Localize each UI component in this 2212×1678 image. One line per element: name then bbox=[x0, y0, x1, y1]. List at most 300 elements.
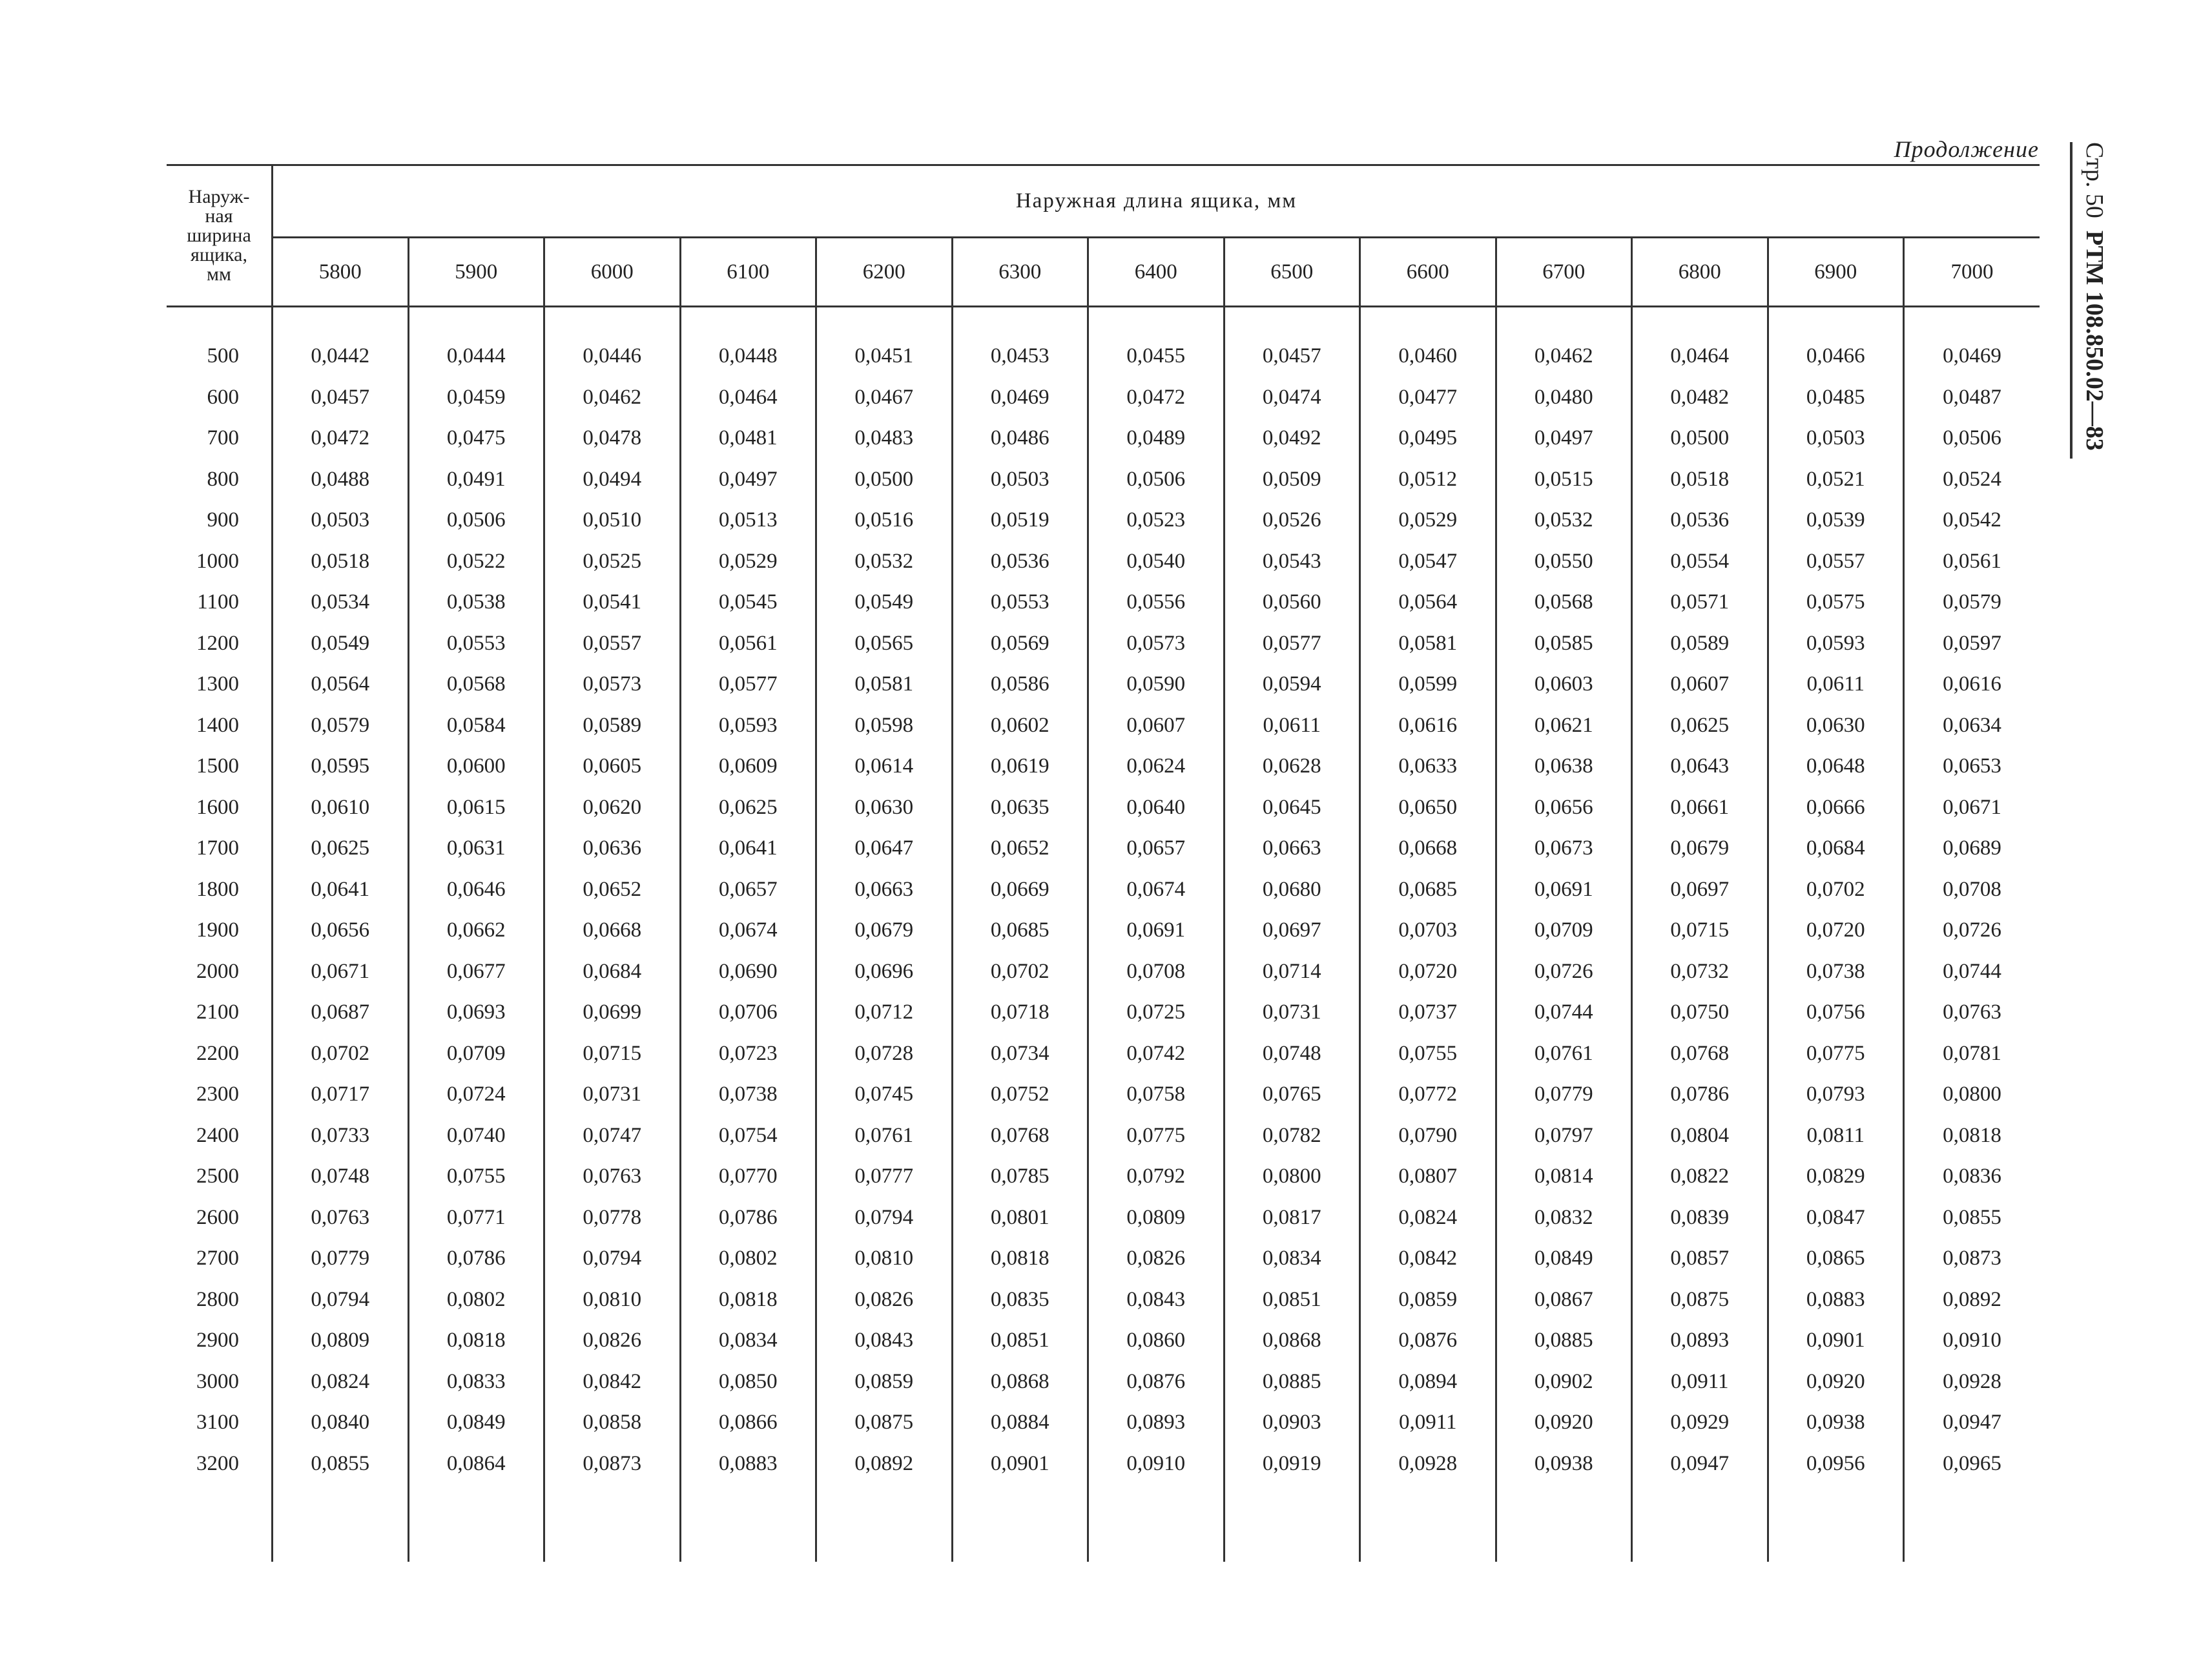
value-cell: 0,0911 bbox=[1632, 1362, 1768, 1403]
value-cell: 0,0536 bbox=[1632, 500, 1768, 541]
value-cell: 0,0742 bbox=[1088, 1033, 1225, 1075]
value-cell: 0,0731 bbox=[1224, 992, 1360, 1033]
row-width-cell: 2200 bbox=[167, 1033, 273, 1075]
value-cell: 0,0876 bbox=[1088, 1362, 1225, 1403]
value-cell: 0,0542 bbox=[1943, 508, 2001, 532]
value-cell: 0,0868 bbox=[1224, 1320, 1360, 1362]
value-cell: 0,0509 bbox=[1224, 459, 1360, 501]
value-cell: 0,0708 bbox=[1088, 951, 1225, 993]
table-row bbox=[167, 787, 2040, 829]
value-cell: 0,0497 bbox=[680, 459, 816, 501]
row-width-cell: 700 bbox=[167, 418, 273, 459]
value-cell: 0,0485 bbox=[1768, 377, 1904, 419]
value-cell: 0,0460 bbox=[1360, 336, 1496, 377]
column-header: 6700 bbox=[1496, 238, 1632, 307]
value-cell: 0,0532 bbox=[1496, 500, 1632, 541]
value-cell: 0,0495 bbox=[1360, 418, 1496, 459]
side-page-label bbox=[2070, 142, 2109, 465]
value-cell: 0,0521 bbox=[1768, 459, 1904, 501]
value-cell: 0,0718 bbox=[952, 992, 1088, 1033]
value-cell: 0,0826 bbox=[1088, 1238, 1225, 1279]
value-cell: 0,0755 bbox=[1360, 1033, 1496, 1075]
value-cell: 0,0550 bbox=[1496, 541, 1632, 583]
value-cell: 0,0645 bbox=[1224, 787, 1360, 829]
table-row bbox=[167, 582, 2040, 623]
table-row bbox=[167, 1074, 2040, 1115]
value-cell: 0,0475 bbox=[408, 418, 544, 459]
value-cell: 0,0561 bbox=[1943, 549, 2001, 573]
value-cell: 0,0768 bbox=[952, 1115, 1088, 1157]
value-cell: 0,0630 bbox=[816, 787, 953, 829]
value-cell: 0,0689 bbox=[1943, 836, 2001, 860]
value-cell: 0,0595 bbox=[273, 746, 409, 787]
value-cell: 0,0662 bbox=[408, 910, 544, 951]
value-cell: 0,0920 bbox=[1496, 1402, 1632, 1444]
value-cell: 0,0503 bbox=[1768, 418, 1904, 459]
value-cell: 0,0451 bbox=[816, 336, 953, 377]
value-cell: 0,0750 bbox=[1632, 992, 1768, 1033]
value-cell: 0,0524 bbox=[1943, 467, 2001, 491]
value-cell: 0,0603 bbox=[1496, 664, 1632, 705]
value-cell: 0,0512 bbox=[1360, 459, 1496, 501]
value-cell: 0,0497 bbox=[1496, 418, 1632, 459]
value-cell: 0,0885 bbox=[1496, 1320, 1632, 1362]
value-cell: 0,0585 bbox=[1496, 623, 1632, 665]
value-cell: 0,0748 bbox=[273, 1156, 409, 1197]
value-cell: 0,0702 bbox=[273, 1033, 409, 1075]
value-cell: 0,0488 bbox=[273, 459, 409, 501]
value-cell: 0,0680 bbox=[1224, 869, 1360, 911]
value-cell: 0,0621 bbox=[1496, 705, 1632, 747]
value-cell: 0,0885 bbox=[1224, 1362, 1360, 1403]
value-cell: 0,0500 bbox=[1632, 418, 1768, 459]
value-cell: 0,0625 bbox=[273, 828, 409, 869]
value-cell: 0,0779 bbox=[273, 1238, 409, 1279]
value-cell: 0,0448 bbox=[680, 336, 816, 377]
row-width-cell: 500 bbox=[167, 336, 273, 377]
value-cell: 0,0893 bbox=[1088, 1402, 1225, 1444]
value-cell: 0,0656 bbox=[273, 910, 409, 951]
row-width-cell: 600 bbox=[167, 377, 273, 419]
value-cell: 0,0491 bbox=[408, 459, 544, 501]
value-cell: 0,0462 bbox=[544, 377, 681, 419]
row-width-cell: 1300 bbox=[167, 664, 273, 705]
value-cell: 0,0646 bbox=[408, 869, 544, 911]
value-cell: 0,0738 bbox=[680, 1074, 816, 1115]
value-cell: 0,0515 bbox=[1496, 459, 1632, 501]
value-cell: 0,0691 bbox=[1496, 869, 1632, 911]
value-cell: 0,0850 bbox=[680, 1362, 816, 1403]
value-cell: 0,0709 bbox=[408, 1033, 544, 1075]
row-header-line: ная bbox=[205, 205, 233, 227]
value-cell: 0,0638 bbox=[1496, 746, 1632, 787]
value-cell: 0,0593 bbox=[680, 705, 816, 747]
row-width-cell: 3000 bbox=[167, 1362, 273, 1403]
value-cell: 0,0697 bbox=[1224, 910, 1360, 951]
value-cell: 0,0910 bbox=[1088, 1444, 1225, 1485]
value-cell: 0,0616 bbox=[1943, 672, 2001, 696]
value-cell: 0,0526 bbox=[1224, 500, 1360, 541]
row-width-cell: 2000 bbox=[167, 951, 273, 993]
value-cell: 0,0842 bbox=[1360, 1238, 1496, 1279]
value-cell: 0,0625 bbox=[1632, 705, 1768, 747]
value-cell: 0,0800 bbox=[1943, 1082, 2001, 1106]
row-width-cell: 1400 bbox=[167, 705, 273, 747]
table-row bbox=[167, 1279, 2040, 1321]
value-cell: 0,0462 bbox=[1496, 336, 1632, 377]
value-cell: 0,0568 bbox=[408, 664, 544, 705]
table-body bbox=[167, 307, 2040, 1562]
value-cell: 0,0620 bbox=[544, 787, 681, 829]
value-cell: 0,0523 bbox=[1088, 500, 1225, 541]
value-cell: 0,0715 bbox=[1632, 910, 1768, 951]
value-cell: 0,0763 bbox=[273, 1197, 409, 1239]
value-cell: 0,0855 bbox=[273, 1444, 409, 1485]
table-row bbox=[167, 1362, 2040, 1403]
table-row bbox=[167, 377, 2040, 419]
value-cell: 0,0478 bbox=[544, 418, 681, 459]
value-cell: 0,0589 bbox=[544, 705, 681, 747]
value-cell: 0,0785 bbox=[952, 1156, 1088, 1197]
value-cell: 0,0947 bbox=[1943, 1411, 2001, 1435]
value-cell: 0,0534 bbox=[273, 582, 409, 623]
value-cell: 0,0851 bbox=[952, 1320, 1088, 1362]
table-row bbox=[167, 623, 2040, 665]
value-cell: 0,0539 bbox=[1768, 500, 1904, 541]
value-cell: 0,0849 bbox=[408, 1402, 544, 1444]
value-cell: 0,0579 bbox=[1943, 590, 2001, 614]
value-cell: 0,0657 bbox=[1088, 828, 1225, 869]
value-cell: 0,0532 bbox=[816, 541, 953, 583]
value-cell: 0,0781 bbox=[1943, 1041, 2001, 1065]
value-cell: 0,0777 bbox=[816, 1156, 953, 1197]
value-cell: 0,0481 bbox=[680, 418, 816, 459]
table-row bbox=[167, 1197, 2040, 1239]
value-cell: 0,0839 bbox=[1632, 1197, 1768, 1239]
value-cell: 0,0920 bbox=[1768, 1362, 1904, 1403]
value-cell: 0,0640 bbox=[1088, 787, 1225, 829]
value-cell: 0,0697 bbox=[1632, 869, 1768, 911]
tail-row bbox=[167, 1484, 2040, 1562]
value-cell: 0,0648 bbox=[1768, 746, 1904, 787]
value-cell: 0,0691 bbox=[1088, 910, 1225, 951]
table-row bbox=[167, 541, 2040, 583]
table-row bbox=[167, 828, 2040, 869]
value-cell: 0,0457 bbox=[1224, 336, 1360, 377]
value-cell: 0,0826 bbox=[816, 1279, 953, 1321]
value-cell: 0,0792 bbox=[1088, 1156, 1225, 1197]
row-width-cell: 2300 bbox=[167, 1074, 273, 1115]
value-cell: 0,0851 bbox=[1224, 1279, 1360, 1321]
value-cell: 0,0663 bbox=[1224, 828, 1360, 869]
value-cell: 0,0593 bbox=[1768, 623, 1904, 665]
value-cell: 0,0947 bbox=[1632, 1444, 1768, 1485]
value-cell: 0,0446 bbox=[544, 336, 681, 377]
spacer-row bbox=[167, 307, 2040, 337]
value-cell: 0,0818 bbox=[952, 1238, 1088, 1279]
value-cell: 0,0630 bbox=[1768, 705, 1904, 747]
value-cell: 0,0652 bbox=[952, 828, 1088, 869]
value-cell: 0,0810 bbox=[816, 1238, 953, 1279]
value-cell: 0,0557 bbox=[1768, 541, 1904, 583]
value-cell: 0,0605 bbox=[544, 746, 681, 787]
value-cell: 0,0586 bbox=[952, 664, 1088, 705]
value-cell: 0,0510 bbox=[544, 500, 681, 541]
value-cell: 0,0779 bbox=[1496, 1074, 1632, 1115]
row-header-line: мм bbox=[207, 263, 231, 285]
value-cell: 0,0801 bbox=[952, 1197, 1088, 1239]
value-cell: 0,0756 bbox=[1768, 992, 1904, 1033]
value-cell: 0,0500 bbox=[816, 459, 953, 501]
table-row bbox=[167, 418, 2040, 459]
value-cell: 0,0809 bbox=[273, 1320, 409, 1362]
value-cell: 0,0702 bbox=[1768, 869, 1904, 911]
value-cell: 0,0444 bbox=[408, 336, 544, 377]
value-cell: 0,0489 bbox=[1088, 418, 1225, 459]
table-row bbox=[167, 1033, 2040, 1075]
value-cell: 0,0569 bbox=[952, 623, 1088, 665]
row-width-cell: 2600 bbox=[167, 1197, 273, 1239]
value-cell: 0,0538 bbox=[408, 582, 544, 623]
value-cell: 0,0770 bbox=[680, 1156, 816, 1197]
value-cell: 0,0734 bbox=[952, 1033, 1088, 1075]
value-cell: 0,0573 bbox=[1088, 623, 1225, 665]
column-header: 6500 bbox=[1224, 238, 1360, 307]
value-cell: 0,0810 bbox=[544, 1279, 681, 1321]
value-cell: 0,0702 bbox=[952, 951, 1088, 993]
value-cell: 0,0547 bbox=[1360, 541, 1496, 583]
value-cell: 0,0635 bbox=[952, 787, 1088, 829]
value-cell: 0,0754 bbox=[680, 1115, 816, 1157]
value-cell: 0,0892 bbox=[1943, 1287, 2001, 1311]
value-cell: 0,0565 bbox=[816, 623, 953, 665]
row-header-line: ширина bbox=[187, 224, 251, 246]
value-cell: 0,0679 bbox=[816, 910, 953, 951]
value-cell: 0,0720 bbox=[1360, 951, 1496, 993]
value-cell: 0,0800 bbox=[1224, 1156, 1360, 1197]
value-cell: 0,0929 bbox=[1632, 1402, 1768, 1444]
row-width-cell: 1900 bbox=[167, 910, 273, 951]
value-cell: 0,0656 bbox=[1496, 787, 1632, 829]
value-cell: 0,0755 bbox=[408, 1156, 544, 1197]
table-row bbox=[167, 869, 2040, 911]
value-cell: 0,0761 bbox=[1496, 1033, 1632, 1075]
value-cell: 0,0536 bbox=[952, 541, 1088, 583]
value-cell: 0,0577 bbox=[680, 664, 816, 705]
value-cell: 0,0849 bbox=[1496, 1238, 1632, 1279]
value-cell: 0,0834 bbox=[1224, 1238, 1360, 1279]
value-cell: 0,0765 bbox=[1224, 1074, 1360, 1115]
value-cell: 0,0911 bbox=[1360, 1402, 1496, 1444]
value-cell: 0,0679 bbox=[1632, 828, 1768, 869]
row-width-cell: 1800 bbox=[167, 869, 273, 911]
value-cell: 0,0652 bbox=[544, 869, 681, 911]
value-cell: 0,0669 bbox=[952, 869, 1088, 911]
value-cell: 0,0824 bbox=[273, 1362, 409, 1403]
table-row bbox=[167, 1238, 2040, 1279]
value-cell: 0,0738 bbox=[1768, 951, 1904, 993]
value-cell: 0,0965 bbox=[1943, 1451, 2001, 1475]
table-row bbox=[167, 1402, 2040, 1444]
table-row bbox=[167, 705, 2040, 747]
value-cell: 0,0834 bbox=[680, 1320, 816, 1362]
value-cell: 0,0480 bbox=[1496, 377, 1632, 419]
value-cell: 0,0883 bbox=[680, 1444, 816, 1485]
row-header bbox=[167, 165, 273, 307]
value-cell: 0,0687 bbox=[273, 992, 409, 1033]
value-cell: 0,0611 bbox=[1224, 705, 1360, 747]
value-cell: 0,0466 bbox=[1768, 336, 1904, 377]
value-cell: 0,0868 bbox=[952, 1362, 1088, 1403]
column-header: 7000 bbox=[1904, 238, 2040, 307]
table-row bbox=[167, 500, 2040, 541]
value-cell: 0,0901 bbox=[1768, 1320, 1904, 1362]
value-cell: 0,0641 bbox=[680, 828, 816, 869]
value-cell: 0,0928 bbox=[1943, 1369, 2001, 1393]
value-cell: 0,0708 bbox=[1943, 877, 2001, 901]
value-cell: 0,0818 bbox=[408, 1320, 544, 1362]
value-cell: 0,0472 bbox=[273, 418, 409, 459]
value-cell: 0,0811 bbox=[1768, 1115, 1904, 1157]
value-cell: 0,0693 bbox=[408, 992, 544, 1033]
value-cell: 0,0733 bbox=[273, 1115, 409, 1157]
value-cell: 0,0661 bbox=[1632, 787, 1768, 829]
value-cell: 0,0709 bbox=[1496, 910, 1632, 951]
value-cell: 0,0668 bbox=[1360, 828, 1496, 869]
value-cell: 0,0840 bbox=[273, 1402, 409, 1444]
value-cell: 0,0817 bbox=[1224, 1197, 1360, 1239]
value-cell: 0,0600 bbox=[408, 746, 544, 787]
side-label-text bbox=[2080, 142, 2109, 451]
value-cell: 0,0728 bbox=[816, 1033, 953, 1075]
value-cell: 0,0472 bbox=[1088, 377, 1225, 419]
column-header: 6400 bbox=[1088, 238, 1225, 307]
volume-table bbox=[167, 165, 2040, 1562]
value-cell: 0,0802 bbox=[408, 1279, 544, 1321]
row-width-cell: 3100 bbox=[167, 1402, 273, 1444]
value-cell: 0,0477 bbox=[1360, 377, 1496, 419]
value-cell: 0,0482 bbox=[1632, 377, 1768, 419]
value-cell: 0,0641 bbox=[273, 869, 409, 911]
value-cell: 0,0518 bbox=[1632, 459, 1768, 501]
value-cell: 0,0802 bbox=[680, 1238, 816, 1279]
value-cell: 0,0731 bbox=[544, 1074, 681, 1115]
value-cell: 0,0724 bbox=[408, 1074, 544, 1115]
value-cell: 0,0442 bbox=[273, 336, 409, 377]
value-cell: 0,0685 bbox=[1360, 869, 1496, 911]
value-cell: 0,0464 bbox=[1632, 336, 1768, 377]
value-cell: 0,0598 bbox=[816, 705, 953, 747]
value-cell: 0,0690 bbox=[680, 951, 816, 993]
value-cell: 0,0553 bbox=[408, 623, 544, 665]
value-cell: 0,0575 bbox=[1768, 582, 1904, 623]
value-cell: 0,0794 bbox=[816, 1197, 953, 1239]
value-cell: 0,0677 bbox=[408, 951, 544, 993]
value-cell: 0,0875 bbox=[1632, 1279, 1768, 1321]
value-cell: 0,0747 bbox=[544, 1115, 681, 1157]
row-width-cell: 800 bbox=[167, 459, 273, 501]
value-cell: 0,0737 bbox=[1360, 992, 1496, 1033]
value-cell: 0,0873 bbox=[544, 1444, 681, 1485]
value-cell: 0,0614 bbox=[816, 746, 953, 787]
value-cell: 0,0674 bbox=[1088, 869, 1225, 911]
table-row bbox=[167, 1115, 2040, 1157]
value-cell: 0,0864 bbox=[408, 1444, 544, 1485]
value-cell: 0,0616 bbox=[1360, 705, 1496, 747]
value-cell: 0,0577 bbox=[1224, 623, 1360, 665]
value-cell: 0,0610 bbox=[273, 787, 409, 829]
value-cell: 0,0775 bbox=[1088, 1115, 1225, 1157]
value-cell: 0,0893 bbox=[1632, 1320, 1768, 1362]
value-cell: 0,0666 bbox=[1768, 787, 1904, 829]
value-cell: 0,0884 bbox=[952, 1402, 1088, 1444]
value-cell: 0,0865 bbox=[1768, 1238, 1904, 1279]
value-cell: 0,0775 bbox=[1768, 1033, 1904, 1075]
value-cell: 0,0529 bbox=[680, 541, 816, 583]
value-cell: 0,0584 bbox=[408, 705, 544, 747]
value-cell: 0,0938 bbox=[1496, 1444, 1632, 1485]
value-cell: 0,0778 bbox=[544, 1197, 681, 1239]
value-cell: 0,0902 bbox=[1496, 1362, 1632, 1403]
value-cell: 0,0543 bbox=[1224, 541, 1360, 583]
value-cell: 0,0903 bbox=[1224, 1402, 1360, 1444]
row-width-cell: 1500 bbox=[167, 746, 273, 787]
value-cell: 0,0797 bbox=[1496, 1115, 1632, 1157]
column-header: 6000 bbox=[544, 238, 681, 307]
table-row bbox=[167, 1320, 2040, 1362]
value-cell: 0,0706 bbox=[680, 992, 816, 1033]
row-width-cell: 2100 bbox=[167, 992, 273, 1033]
value-cell: 0,0503 bbox=[273, 500, 409, 541]
value-cell: 0,0807 bbox=[1360, 1156, 1496, 1197]
value-cell: 0,0790 bbox=[1360, 1115, 1496, 1157]
value-cell: 0,0860 bbox=[1088, 1320, 1225, 1362]
continuation-label: Продолжение bbox=[1894, 136, 2039, 162]
table-row bbox=[167, 1444, 2040, 1485]
table-row bbox=[167, 664, 2040, 705]
value-cell: 0,0732 bbox=[1632, 951, 1768, 993]
value-cell: 0,0643 bbox=[1632, 746, 1768, 787]
value-cell: 0,0794 bbox=[544, 1238, 681, 1279]
value-cell: 0,0668 bbox=[544, 910, 681, 951]
value-cell: 0,0671 bbox=[273, 951, 409, 993]
value-cell: 0,0522 bbox=[408, 541, 544, 583]
value-cell: 0,0723 bbox=[680, 1033, 816, 1075]
value-cell: 0,0919 bbox=[1224, 1444, 1360, 1485]
value-cell: 0,0892 bbox=[816, 1444, 953, 1485]
value-cell: 0,0842 bbox=[544, 1362, 681, 1403]
column-header: 6800 bbox=[1632, 238, 1768, 307]
value-cell: 0,0748 bbox=[1224, 1033, 1360, 1075]
value-cell: 0,0556 bbox=[1088, 582, 1225, 623]
value-cell: 0,0549 bbox=[273, 623, 409, 665]
column-group-header: Наружная длина ящика, мм bbox=[273, 165, 2040, 238]
value-cell: 0,0696 bbox=[816, 951, 953, 993]
column-header: 6200 bbox=[816, 238, 953, 307]
value-cell: 0,0726 bbox=[1496, 951, 1632, 993]
value-cell: 0,0540 bbox=[1088, 541, 1225, 583]
value-cell: 0,0782 bbox=[1224, 1115, 1360, 1157]
column-header: 6100 bbox=[680, 238, 816, 307]
value-cell: 0,0628 bbox=[1224, 746, 1360, 787]
value-cell: 0,0956 bbox=[1768, 1444, 1904, 1485]
value-cell: 0,0826 bbox=[544, 1320, 681, 1362]
value-cell: 0,0699 bbox=[544, 992, 681, 1033]
value-cell: 0,0786 bbox=[680, 1197, 816, 1239]
value-cell: 0,0772 bbox=[1360, 1074, 1496, 1115]
value-cell: 0,0758 bbox=[1088, 1074, 1225, 1115]
value-cell: 0,0554 bbox=[1632, 541, 1768, 583]
